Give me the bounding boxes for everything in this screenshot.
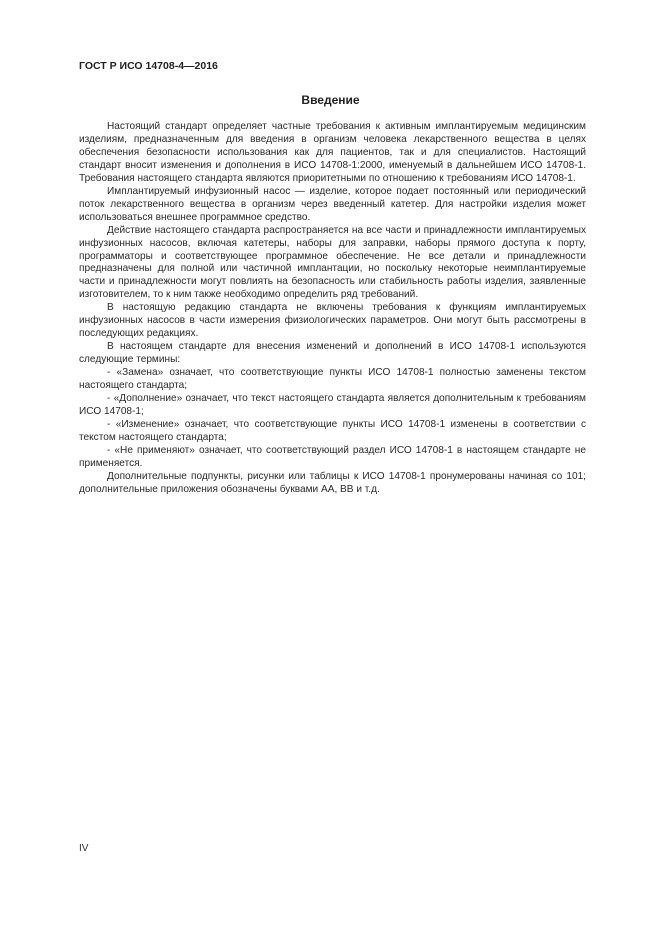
section-title: Введение: [301, 93, 360, 107]
term-addition: - «Дополнение» означает, что текст настоящего стандарта является дополнительным к требованиям ИСО 14708-1;: [79, 393, 586, 417]
paragraph-definition: Имплантируемый инфузионный насос — изделие, которое подает постоянный или периодический поток лекарственного вещества в организм через введенный катетер. Для настройки изделия может использоваться внешнее программное средство.: [79, 185, 586, 223]
document-id-header: ГОСТ Р ИСО 14708-4—2016: [79, 60, 218, 72]
paragraph-terms-intro: В настоящем стандарте для внесения изменений и дополнений в ИСО 14708-1 используются следующие термины:: [79, 341, 586, 366]
section-body: [79, 121, 586, 497]
term-not-applicable: - «Не применяют» означает, что соответствующий раздел ИСО 14708-1 в настоящем стандарте не применяется.: [79, 444, 586, 469]
paragraph-applicability: Действие настоящего стандарта распространяется на все части и принадлежности имплантируемых инфузионных насосов, включая катетеры, наборы для заправки, наборы прямого доступа к порту, программаторы и соответствующее программное обеспечение. Не все детали и принадлежности предназначены для полной или частичной имплантации, но поскольку некоторые неимплантируемые части и принадлежности могут повлиять на безопасность или стабильность работы изделия, заявленные изготовителем, то к ним также необходимо определить ряд требований.: [79, 224, 586, 301]
page-number: IV: [79, 843, 89, 854]
paragraph-numbering: Дополнительные подпункты, рисунки или таблицы к ИСО 14708-1 пронумерованы начиная со 101; дополнительные приложения обозначены буквами АА, ВВ и т.д.: [79, 470, 586, 495]
term-replacement: - «Замена» означает, что соответствующие пункты ИСО 14708-1 полностью заменены текстом настоящего стандарта;: [79, 367, 586, 392]
paragraph-exclusions: В настоящую редакцию стандарта не включены требования к функциям имплантируемых инфузионных насосов в части измерения физиологических параметров. Они могут быть рассмотрены в последующих редакциях.: [79, 302, 586, 340]
paragraph-scope: Настоящий стандарт определяет частные требования к активным имплантируемым медицинским изделиям, предназначенным для введения в организм человека лекарственного вещества в целях обеспечения безопасности использования как для пациентов, так и для специалистов. Настоящий стандарт вносит изменения и дополнения в ИСО 14708-1:2000, именуемый в дальнейшем ИСО 14708-1. Требования настоящего стандарта являются приоритетными по отношению к требованиям ИСО 14708-1.: [79, 121, 586, 184]
term-amendment: - «Изменение» означает, что соответствующие пункты ИСО 14708-1 изменены в соответствии с текстом настоящего стандарта;: [79, 418, 586, 443]
